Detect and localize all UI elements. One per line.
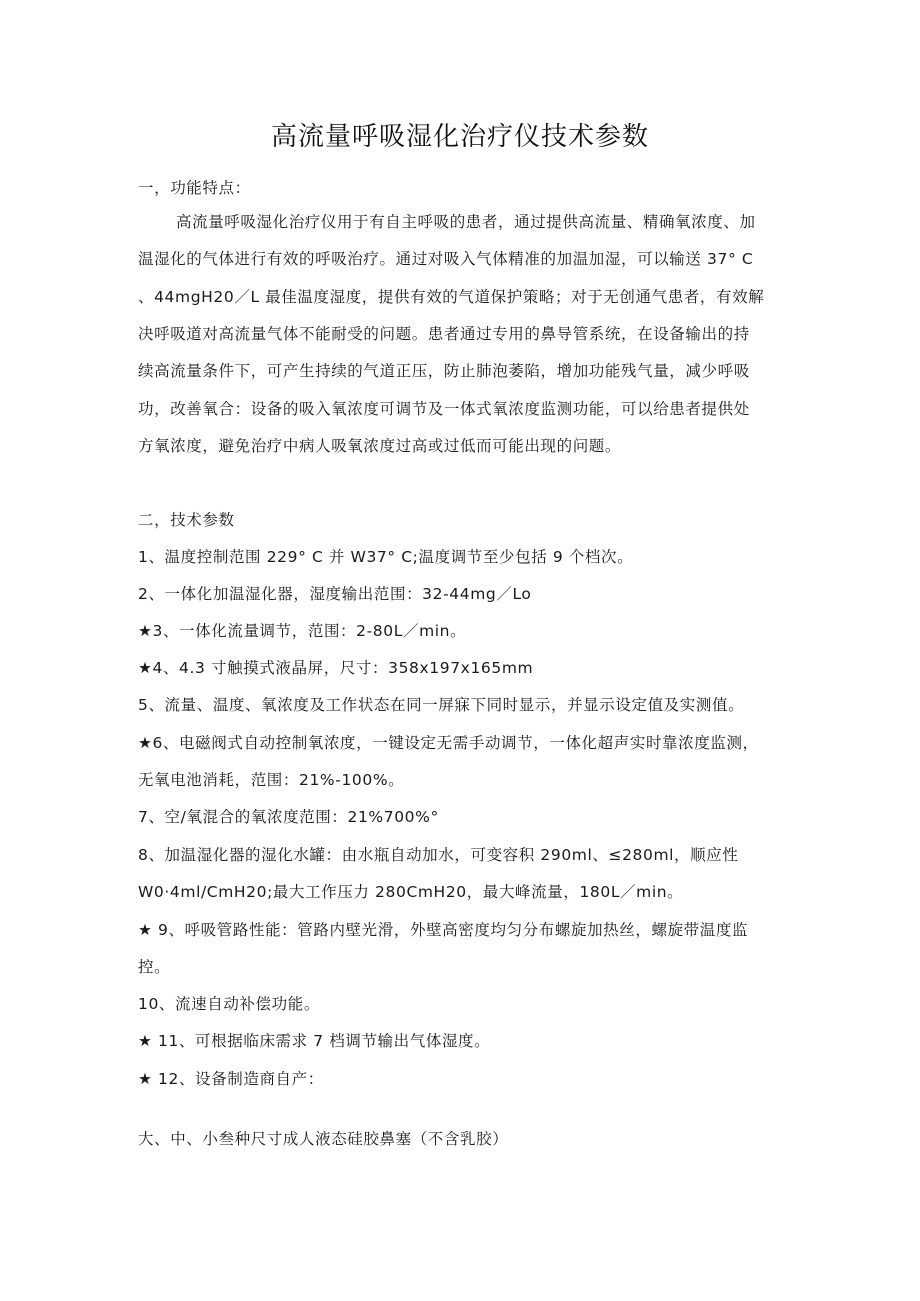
section1-paragraph-line: 高流量呼吸湿化治疗仪用于有自主呼吸的患者，通过提供高流量、精确氧浓度、加 [176, 213, 756, 231]
spec-line: 1、温度控制范围 229° C 并 W37° C;温度调节至少包括 9 个档次。 [138, 548, 634, 566]
spec-line: ★6、电磁阀式自动控制氧浓度，一键设定无需手动调节，一体化超声实时靠浓度监测， [138, 734, 759, 752]
spec-line: ★ 9、呼吸管路性能：管路内壁光滑，外壁高密度均匀分布螺旋加热丝，螺旋带温度监 [138, 921, 749, 939]
section1-paragraph-line: 决呼吸道对高流量气体不能耐受的问题。患者通过专用的鼻导管系统，在设备输出的持 [138, 325, 750, 343]
spec-line: 控。 [138, 958, 171, 976]
spec-line: 无氧电池消耗，范围：21%-100%。 [138, 771, 405, 789]
section1-paragraph-line: 续高流量条件下，可产生持续的气道正压，防止肺泡萎陷，增加功能残气量，减少呼吸 [138, 362, 750, 380]
spec-line: ★3、一体化流量调节，范围：2-80L／min。 [138, 622, 467, 640]
spec-line: 7、空/氧混合的氧浓度范围：21%700%° [138, 808, 439, 826]
spec-line: ★ 11、可根据临床需求 7 档调节输出气体湿度。 [138, 1032, 491, 1050]
document-title: 高流量呼吸湿化治疗仪技术参数 [270, 122, 649, 152]
footer-line: 大、中、小叁种尺寸成人液态硅胶鼻塞（不含乳胶） [138, 1130, 509, 1148]
spec-line: 5、流量、温度、氧浓度及工作状态在同一屏寐下同时显示，并显示设定值及实测值。 [138, 696, 745, 714]
spec-line: 2、一体化加温湿化器，湿度输出范围：32-44mg／Lo [138, 585, 532, 603]
section1-paragraph-line: 功，改善氧合：设备的吸入氧浓度可调节及一体式氧浓度监测功能，可以给患者提供处 [138, 400, 750, 418]
section1-paragraph-line: 、44mgH20／L 最佳温度湿度，提供有效的气道保护策略；对于无创通气患者，有效解 [138, 288, 765, 306]
spec-line: 10、流速自动补偿功能。 [138, 995, 320, 1013]
section2-heading: 二，技术参数 [138, 511, 235, 529]
section1-heading: 一，功能特点： [138, 179, 251, 197]
spec-line: ★ 12、设备制造商自产： [138, 1070, 324, 1088]
spec-line: ★4、4.3 寸触摸式液晶屏，尺寸：358x197x165mm [138, 659, 534, 677]
spec-line: 8、加温湿化器的湿化水罐：由水瓶自动加水，可变容积 290ml、≤280ml，顺应性 [138, 846, 739, 864]
spec-line: W0·4ml/CmH20;最大工作压力 280CmH20，最大峰流量，180L／min。 [138, 883, 684, 901]
section1-paragraph-line: 方氧浓度，避免治疗中病人吸氧浓度过高或过低而可能出现的问题。 [138, 437, 622, 455]
section1-paragraph-line: 温湿化的气体进行有效的呼吸治疗。通过对吸入气体精准的加温加湿，可以输送 37° C [138, 250, 754, 268]
